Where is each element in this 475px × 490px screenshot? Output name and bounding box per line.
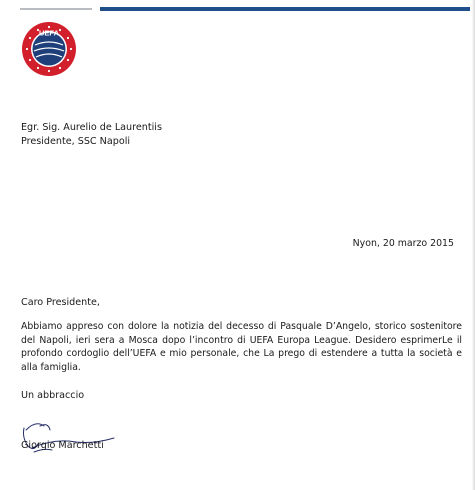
recipient-block (21, 121, 162, 149)
signer-name: Giorgio Marchetti (21, 440, 104, 451)
salutation: Caro Presidente, (21, 297, 100, 308)
header-bar-dark (100, 7, 470, 11)
logo-wordmark: UEFA (38, 28, 60, 38)
closing: Un abbraccio (21, 390, 85, 401)
letter-body: Abbiamo appreso con dolore la notizia del decesso di Pasquale D’Angelo, storico sostenitore del Napoli, ieri sera a Mosca dopo l’incontro di UEFA Europa League. Desidero esprimerLe il profondo cordoglio dell’UEFA e mio personale, che La prego di estendere a tutta la società e alla famiglia. (21, 321, 462, 373)
letter-date: Nyon, 20 marzo 2015 (352, 238, 454, 249)
recipient-name: Egr. Sig. Aurelio de Laurentiis (21, 122, 162, 133)
uefa-logo-icon (21, 21, 77, 77)
recipient-title: Presidente, SSC Napoli (21, 136, 131, 147)
header-bar-light (20, 8, 92, 10)
